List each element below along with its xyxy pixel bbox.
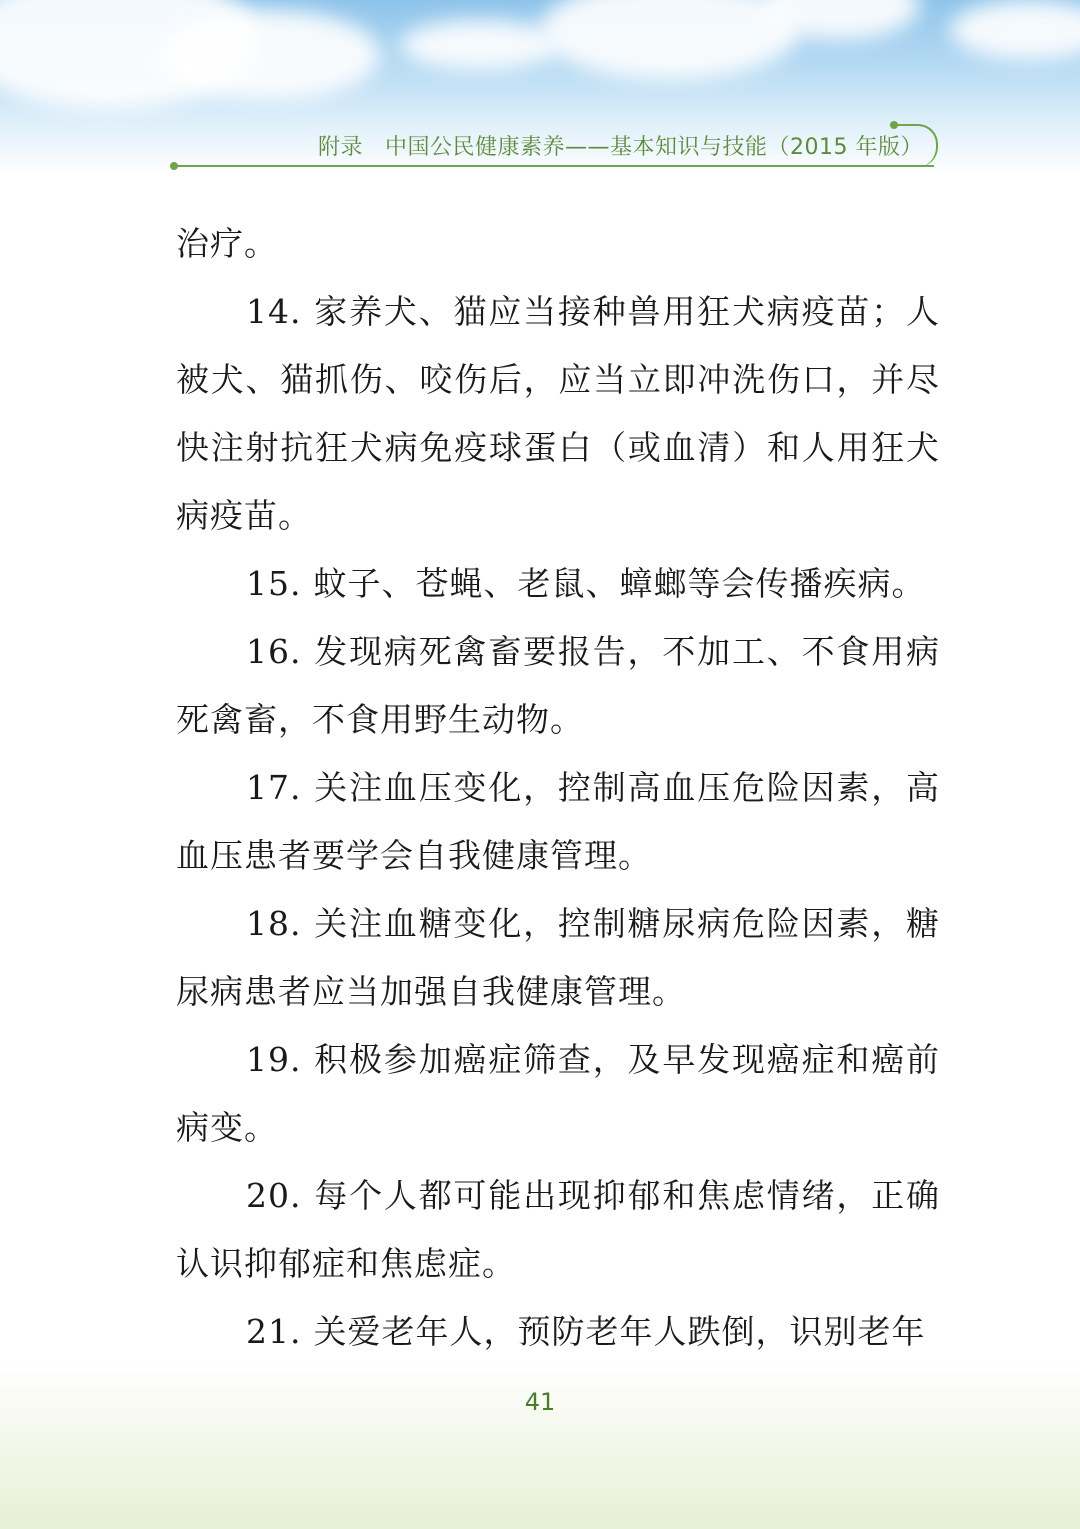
header-rule	[174, 165, 934, 167]
cloud-decoration	[400, 20, 560, 70]
item-text: 积极参加癌症筛查，及早发现癌症和癌前病变。	[176, 1040, 940, 1147]
cloud-decoration	[160, 10, 380, 100]
running-header	[318, 130, 923, 161]
list-item	[176, 890, 940, 1026]
footer-background	[0, 1359, 1080, 1529]
list-item	[176, 618, 940, 754]
item-number: 15.	[246, 564, 302, 603]
list-item	[176, 1162, 940, 1298]
item-number: 19.	[246, 1040, 302, 1079]
list-item	[176, 754, 940, 890]
item-number: 14.	[246, 292, 302, 331]
header-section: 附录	[318, 135, 364, 160]
cloud-decoration	[950, 0, 1080, 60]
item-text: 蚊子、苍蝇、老鼠、蟑螂等会传播疾病。	[313, 564, 926, 603]
item-number: 16.	[246, 632, 302, 671]
paragraph-continuation: 治疗。	[176, 224, 278, 263]
item-text: 发现病死禽畜要报告，不加工、不食用病死禽畜，不食用野生动物。	[176, 632, 940, 739]
header-title: 中国公民健康素养——基本知识与技能（2015 年版）	[385, 135, 923, 160]
item-text: 关爱老年人，预防老年人跌倒，识别老年	[313, 1312, 926, 1351]
item-number: 20.	[246, 1176, 302, 1215]
list-item	[176, 550, 940, 618]
page-body	[176, 210, 940, 1366]
item-text: 每个人都可能出现抑郁和焦虑情绪，正确认识抑郁症和焦虑症。	[176, 1176, 940, 1283]
page-number: 41	[524, 1388, 556, 1416]
list-item	[176, 1026, 940, 1162]
list-item	[176, 1298, 940, 1366]
item-text: 关注血糖变化，控制糖尿病危险因素，糖尿病患者应当加强自我健康管理。	[176, 904, 940, 1011]
item-text: 关注血压变化，控制高血压危险因素，高血压患者要学会自我健康管理。	[176, 768, 940, 875]
item-number: 17.	[246, 768, 302, 807]
item-number: 18.	[246, 904, 302, 943]
item-number: 21.	[246, 1312, 302, 1351]
item-text: 家养犬、猫应当接种兽用狂犬病疫苗；人被犬、猫抓伤、咬伤后，应当立即冲洗伤口，并尽快注射抗狂犬病免疫球蛋白（或血清）和人用狂犬病疫苗。	[176, 292, 940, 535]
list-item	[176, 278, 940, 550]
header-bracket-decoration	[894, 124, 938, 167]
